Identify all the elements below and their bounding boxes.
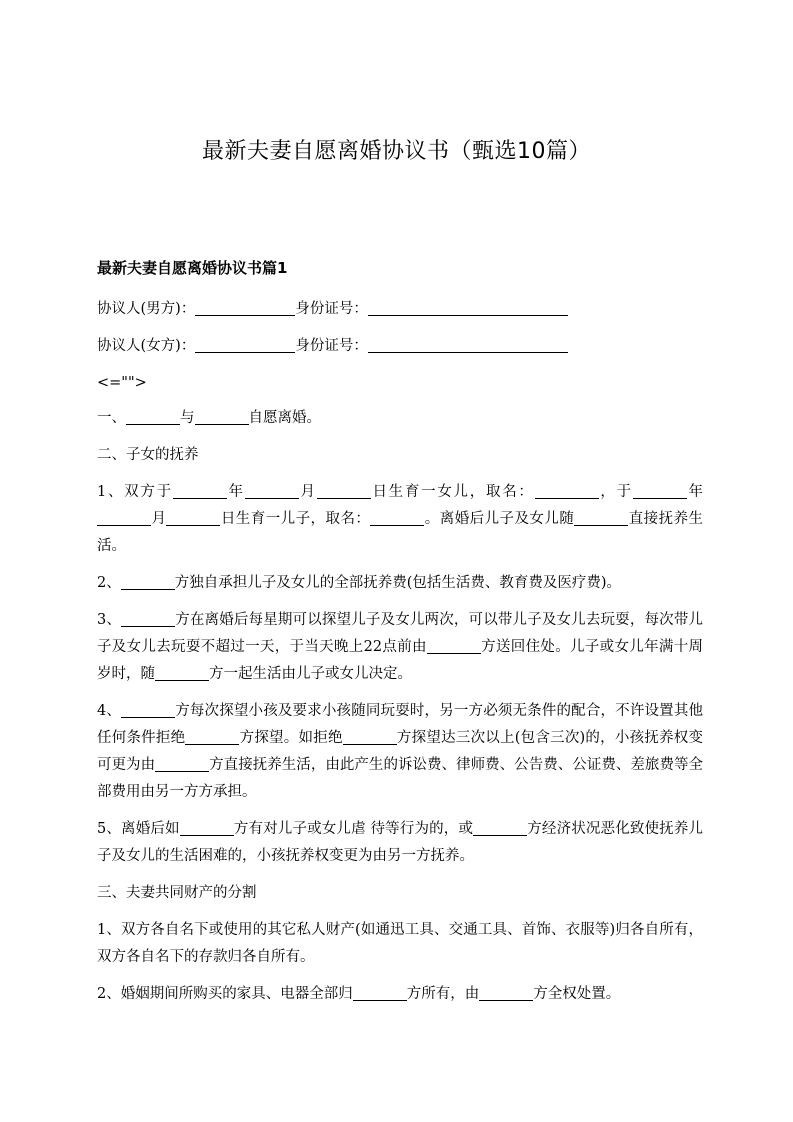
text: 与 — [180, 410, 195, 426]
blank — [195, 336, 295, 353]
paragraph-3 — [97, 607, 703, 688]
item-1 — [97, 405, 703, 432]
party-male-line — [97, 296, 703, 323]
blank — [343, 728, 397, 745]
text: 方一起生活由儿子或女儿决定。 — [209, 666, 412, 682]
text: 直接抚养生活。 — [97, 511, 704, 554]
placeholder-line: <=""> — [97, 375, 147, 391]
id-label: 身份证号： — [295, 301, 368, 317]
blank — [155, 664, 209, 681]
text: 方有对儿子或女儿虐 待等行为的，或 — [233, 821, 474, 837]
blank — [368, 336, 568, 353]
blank — [121, 701, 175, 718]
blank — [317, 482, 371, 499]
blank — [370, 509, 424, 526]
paragraph-5 — [97, 816, 703, 870]
blank — [195, 408, 249, 425]
blank — [473, 819, 527, 836]
text: 2、 — [97, 575, 121, 591]
paragraph-4 — [97, 698, 703, 806]
blank — [121, 610, 175, 627]
party-female-line — [97, 333, 703, 360]
blank — [245, 482, 299, 499]
text: 方直接抚养生活，由此产生的诉讼费、律师费、公告费、公证费、差旅费等全部费用由另一方方承担。 — [97, 757, 704, 800]
blank — [166, 509, 220, 526]
blank — [368, 299, 568, 316]
text: 方独自承担儿子及女儿的全部抚养费(包括生活费、教育费及医疗费)。 — [174, 575, 622, 591]
text: 1、双方于 — [97, 484, 173, 500]
text: 自愿离婚。 — [248, 410, 321, 426]
text: 3、 — [97, 612, 122, 628]
blank — [479, 984, 533, 1001]
text: 月 — [298, 484, 317, 500]
blank — [633, 482, 687, 499]
text: 4、 — [97, 703, 122, 719]
text: 方每次探望小孩及要求小孩随同玩耍时，另一方必须无条件的配合，不许设置其他任何条件拒绝 — [97, 703, 703, 746]
text: 方所有，由 — [406, 986, 480, 1002]
blank — [427, 637, 481, 654]
text: ，于 — [598, 484, 633, 500]
text: 年 — [226, 484, 245, 500]
text: 方探望达三次以上(包含三次)的，小孩抚养权变可更为由 — [97, 730, 704, 773]
blank — [173, 482, 227, 499]
blank — [535, 482, 599, 499]
heading-child-custody: 二、子女的抚养 — [97, 447, 199, 463]
party-female-label: 协议人(女方)： — [97, 338, 196, 354]
heading-property-division: 三、夫妻共同财产的分割 — [97, 885, 257, 901]
id-label: 身份证号： — [295, 338, 368, 354]
text: 方探望。如拒绝 — [239, 730, 343, 746]
text: 月 — [151, 511, 167, 527]
blank — [97, 509, 151, 526]
document-title: 最新夫妻自愿离婚协议书（甄选10篇） — [202, 139, 591, 164]
paragraph-2 — [97, 570, 703, 597]
party-male-label: 协议人(男方)： — [97, 301, 196, 317]
blank — [155, 755, 209, 772]
paragraph-1 — [97, 479, 703, 560]
blank — [126, 408, 180, 425]
text: 日生育一女儿，取名： — [370, 484, 535, 500]
blank — [195, 299, 295, 316]
text: 2、婚姻期间所购买的家具、电器全部归 — [97, 986, 353, 1002]
text: 方送回住处。儿子或女儿年满十周岁时，随 — [97, 639, 704, 682]
property-paragraph-1: 1、双方各自名下或使用的其它私人财产(如通迅工具、交通工具、首饰、衣服等)归各自所有，双方各自名下的存款归各自所有。 — [97, 922, 703, 965]
text: 。离婚后儿子及女儿随 — [424, 511, 575, 527]
document-body — [97, 255, 703, 1018]
blank — [180, 819, 234, 836]
text: 日生育一儿子，取名： — [220, 511, 371, 527]
blank — [121, 573, 175, 590]
blank — [574, 509, 628, 526]
blank — [353, 984, 407, 1001]
text: 5、离婚后如 — [97, 821, 180, 837]
property-paragraph-2 — [97, 981, 703, 1008]
blank — [185, 728, 239, 745]
section-title: 最新夫妻自愿离婚协议书篇1 — [97, 259, 288, 277]
text: 方全权处置。 — [533, 986, 621, 1002]
text: 方在离婚后每星期可以探望儿子及女儿两次，可以带儿子及女儿去玩耍，每次带儿子及女儿去玩耍不超过一天，于当天晚上22点前由 — [97, 612, 703, 655]
text: 年 — [686, 484, 704, 500]
text: 方经济状况恶化致使抚养儿子及女儿的生活困难的，小孩抚养权变更为由另一方抚养。 — [97, 821, 703, 864]
text: 一、 — [97, 410, 126, 426]
